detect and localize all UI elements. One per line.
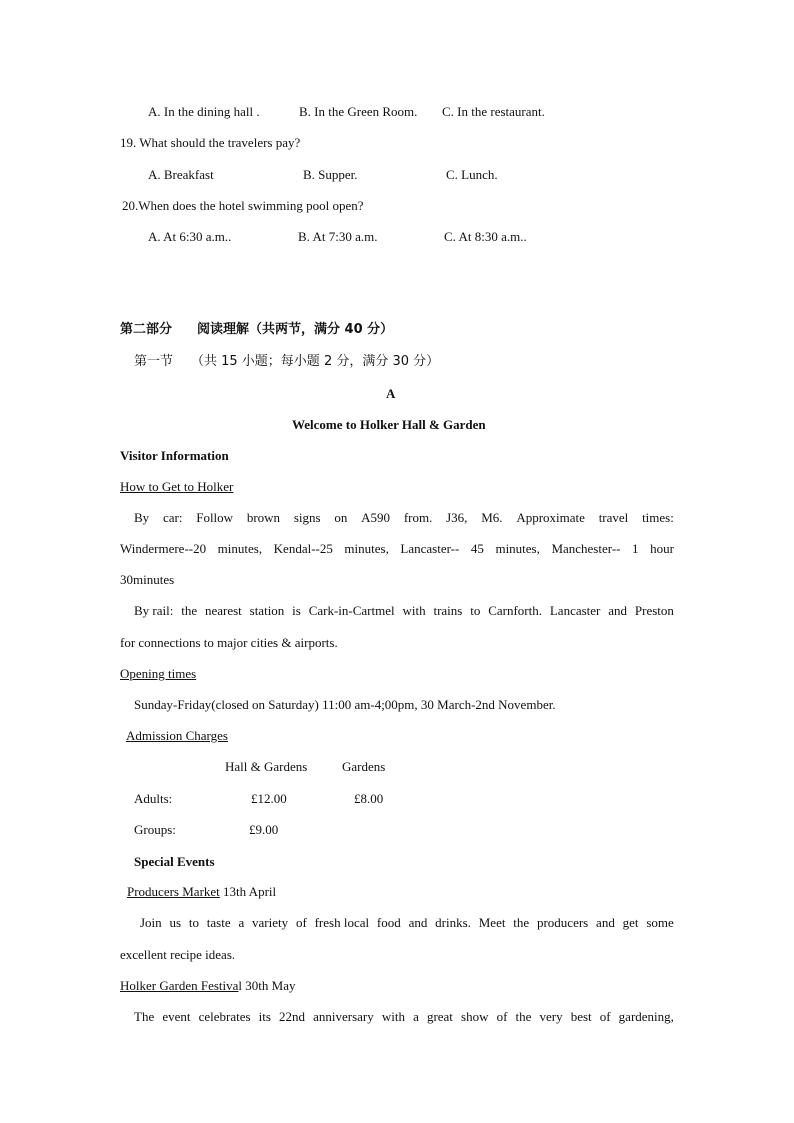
word: 22nd bbox=[279, 1009, 306, 1024]
by-rail-line-1 bbox=[134, 603, 674, 619]
q19-option-c: C. Lunch. bbox=[446, 167, 498, 182]
word: producers bbox=[536, 915, 589, 930]
word: hour bbox=[650, 541, 674, 556]
word: The bbox=[134, 1009, 155, 1024]
word: to bbox=[188, 915, 199, 930]
passage-letter: A bbox=[386, 386, 396, 401]
q20-option-b: B. At 7:30 a.m. bbox=[298, 229, 378, 244]
word: is bbox=[292, 603, 301, 618]
by-car-line-2 bbox=[120, 541, 674, 557]
q19-option-b: B. Supper. bbox=[303, 167, 358, 182]
q18-option-c: C. In the restaurant. bbox=[442, 104, 545, 119]
word: By bbox=[134, 510, 150, 525]
passage-title: Welcome to Holker Hall & Garden bbox=[292, 417, 486, 432]
adults-hall-price: £12.00 bbox=[251, 791, 287, 806]
section-title: 第一节 bbox=[134, 354, 174, 369]
word: of bbox=[496, 1009, 508, 1024]
word: J36, bbox=[446, 510, 468, 525]
word: minutes, bbox=[344, 541, 389, 556]
word: show bbox=[461, 1009, 489, 1024]
word: Lancaster bbox=[549, 603, 601, 618]
word: the bbox=[181, 603, 198, 618]
word: brown bbox=[246, 510, 281, 525]
part2-title: 第二部分 bbox=[120, 322, 173, 337]
opening-times-heading: Opening times bbox=[120, 666, 197, 681]
q20-option-c: C. At 8:30 a.m.. bbox=[444, 229, 527, 244]
word: great bbox=[426, 1009, 453, 1024]
part2-subtitle: 阅读理解（共两节，满分 40 分） bbox=[197, 322, 394, 337]
visitor-info-heading: Visitor Information bbox=[120, 448, 229, 463]
groups-label: Groups: bbox=[134, 822, 176, 837]
how-to-get-heading: How to Get to Holker bbox=[120, 479, 234, 494]
word: car: bbox=[162, 510, 183, 525]
word: to bbox=[470, 603, 481, 618]
groups-hall-price: £9.00 bbox=[249, 822, 279, 837]
festival-line-1 bbox=[134, 1009, 674, 1025]
word: some bbox=[646, 915, 674, 930]
word: By rail: bbox=[134, 603, 174, 618]
word: on bbox=[334, 510, 348, 525]
word: minutes, bbox=[217, 541, 263, 556]
garden-festival-heading bbox=[120, 978, 295, 994]
word: very bbox=[539, 1009, 563, 1024]
word: from. bbox=[403, 510, 433, 525]
word: Manchester-- bbox=[551, 541, 621, 556]
garden-festival-title: Holker Garden Festiva bbox=[120, 978, 239, 993]
word: nearest bbox=[204, 603, 242, 618]
word: trains bbox=[433, 603, 463, 618]
word: of bbox=[599, 1009, 611, 1024]
q20-question: 20.When does the hotel swimming pool open? bbox=[122, 198, 364, 213]
q19-question: 19. What should the travelers pay? bbox=[120, 135, 301, 150]
word: with bbox=[381, 1009, 405, 1024]
word: signs bbox=[293, 510, 321, 525]
word: Approximate bbox=[516, 510, 585, 525]
adults-gardens-price: £8.00 bbox=[354, 791, 384, 806]
word: us bbox=[169, 915, 182, 930]
word: fresh local bbox=[314, 915, 370, 930]
word: Kendal--25 bbox=[273, 541, 333, 556]
admission-heading: Admission Charges bbox=[126, 728, 228, 743]
producers-market-date: 13th April bbox=[223, 884, 277, 899]
word: a bbox=[413, 1009, 419, 1024]
word: Carnforth. bbox=[488, 603, 542, 618]
word: 45 bbox=[470, 541, 484, 556]
word: best bbox=[570, 1009, 592, 1024]
word: Preston bbox=[634, 603, 674, 618]
admission-col-hall-gardens: Hall & Gardens bbox=[225, 759, 308, 774]
word: a bbox=[238, 915, 245, 930]
word: times: bbox=[642, 510, 674, 525]
word: variety bbox=[252, 915, 289, 930]
word: Cark-in-Cartmel bbox=[308, 603, 395, 618]
word: gardening, bbox=[618, 1009, 674, 1024]
word: 1 bbox=[632, 541, 639, 556]
word: travel bbox=[598, 510, 629, 525]
by-car-line-3: 30minutes bbox=[120, 572, 175, 587]
word: taste bbox=[206, 915, 231, 930]
word: and bbox=[596, 915, 615, 930]
word: A590 bbox=[361, 510, 391, 525]
word: event bbox=[162, 1009, 191, 1024]
word: Meet bbox=[478, 915, 506, 930]
producers-line-2: excellent recipe ideas. bbox=[120, 947, 236, 962]
word: Join bbox=[140, 915, 162, 930]
word: station bbox=[249, 603, 285, 618]
word: the bbox=[515, 1009, 532, 1024]
special-events-heading: Special Events bbox=[134, 854, 215, 869]
section-note: （共 15 小题；每小题 2 分，满分 30 分） bbox=[191, 354, 440, 369]
word: Lancaster-- bbox=[400, 541, 460, 556]
word: and bbox=[408, 915, 428, 930]
by-car-line-1 bbox=[134, 510, 674, 526]
word: get bbox=[622, 915, 639, 930]
producers-line-1 bbox=[140, 915, 674, 931]
word: celebrates bbox=[198, 1009, 251, 1024]
q18-option-b: B. In the Green Room. bbox=[299, 104, 418, 119]
word: of bbox=[295, 915, 307, 930]
q20-option-a: A. At 6:30 a.m.. bbox=[148, 229, 232, 244]
word: its bbox=[258, 1009, 271, 1024]
word: food bbox=[376, 915, 401, 930]
word: Follow bbox=[196, 510, 234, 525]
producers-market-title: Producers Market bbox=[127, 884, 220, 899]
adults-label: Adults: bbox=[134, 791, 173, 806]
garden-festival-date: l 30th May bbox=[238, 978, 296, 993]
opening-times-text: Sunday-Friday(closed on Saturday) 11:00 am-4;00pm, 30 March-2nd November. bbox=[134, 697, 556, 712]
word: minutes, bbox=[495, 541, 540, 556]
word: drinks. bbox=[435, 915, 471, 930]
word: the bbox=[513, 915, 530, 930]
word: and bbox=[608, 603, 628, 618]
word: anniversary bbox=[313, 1009, 374, 1024]
word: Windermere--20 bbox=[120, 541, 207, 556]
q19-option-a: A. Breakfast bbox=[148, 167, 214, 182]
by-rail-line-2: for connections to major cities & airports. bbox=[120, 635, 338, 650]
admission-col-gardens: Gardens bbox=[342, 759, 386, 774]
word: M6. bbox=[481, 510, 503, 525]
producers-market-heading bbox=[127, 884, 276, 900]
word: with bbox=[402, 603, 426, 618]
q18-option-a: A. In the dining hall . bbox=[148, 104, 260, 119]
